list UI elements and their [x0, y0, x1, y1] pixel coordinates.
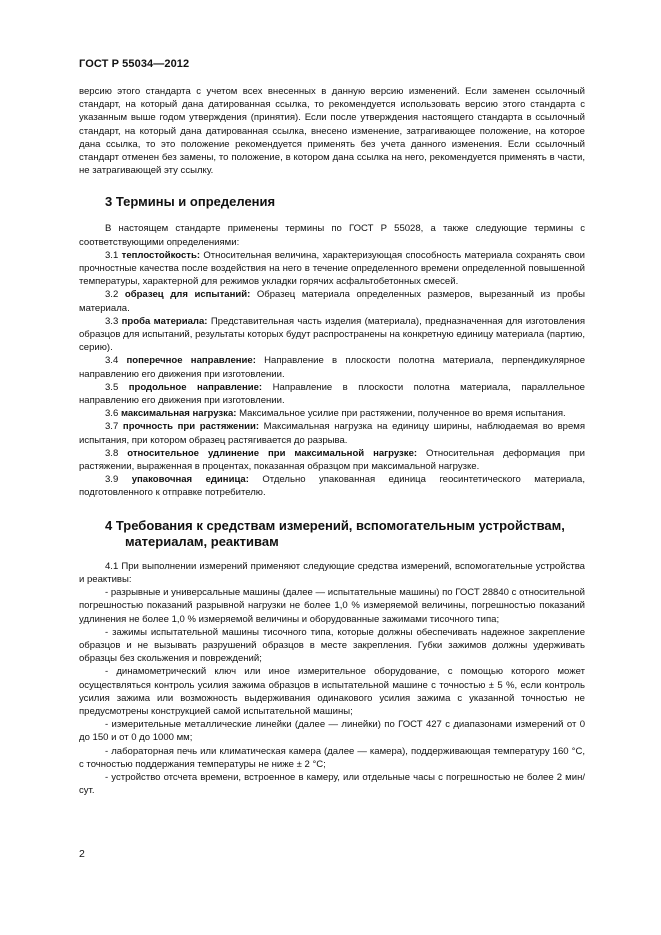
term-definition: Относительная величина, характеризующая способность материала сохранять свои прочностные качества после воздействия на него в течение определенного времени определенной повышенной температуры, характерной для режимов укладки горячих асфальтобетонных смесей. — [79, 249, 586, 288]
term-definition: Направление в плоскости полотна материала, перпендикулярное направлению его движения при изготовлении. — [79, 355, 586, 380]
term-definition: Максимальная нагрузка на единицу ширины, наблюдаемая во время испытания, при котором образец растягивается до разрыва. — [79, 421, 586, 446]
term-number: 3.8 — [105, 447, 119, 459]
term-definition: Представительная часть изделия (материала), предназначенная для изготовления образцов для испытаний, результаты которых будут распространены на конкретную единицу материала (партию, серию). — [79, 315, 585, 354]
section-4-heading-line1: 4 Требования к средствам измерений, вспомогательным устройствам, — [105, 517, 565, 533]
term-number: 3.6 — [105, 408, 119, 420]
term-number: 3.3 — [105, 315, 119, 327]
term-name: максимальная нагрузка: — [120, 408, 237, 420]
term-definition: Направление в плоскости полотна материала, параллельное направлению его движения при изготовлении. — [79, 381, 585, 407]
term-definition: Образец материала определенных размеров, вырезанный из пробы материала. — [79, 289, 585, 314]
section-4-list-item: - измерительные металлические линейки (далее — линейки) по ГОСТ 427 с диапазонами измерений от 0 до 150 и от 0 до 1000 мм; — [79, 719, 585, 744]
section-3-heading: 3 Термины и определения — [105, 194, 276, 210]
document-header: ГОСТ Р 55034—2012 — [79, 58, 190, 70]
term-name: упаковочная единица: — [131, 474, 249, 486]
term-definition: Максимальное усилие при растяжении, полученное во время испытания. — [236, 408, 566, 420]
term-definition: Относительная деформация при растяжении, выраженная в процентах, показанная образцом при максимальной нагрузке. — [79, 447, 585, 473]
section-4-list-item: - динамометрический ключ или иное измерительное оборудование, с помощью которого может осуществляться контроль усилия зажима образцов в испытательной машине с точностью ± 5 %, если контроль усилия зажима или возможность выдерживания одинакового усилия зажима с указанной точностью не предусмотрены конструкцией самой испытательной машины; — [79, 666, 585, 717]
term-number: 3.9 — [105, 474, 119, 486]
term-3-4 — [79, 354, 585, 380]
section-4-list-item: - устройство отсчета времени, встроенное в камеру, или отдельные часы с погрешностью не более 2 мин/сут. — [79, 771, 585, 797]
term-3-5 — [79, 381, 585, 407]
term-definition: Отдельно упакованная единица геосинтетического материала, подготовленного к отправке потребителю. — [79, 474, 586, 499]
term-number: 3.4 — [105, 355, 119, 367]
term-number: 3.5 — [105, 381, 119, 393]
section-4-paragraph: 4.1 При выполнении измерений применяют следующие средства измерений, вспомогательные устройства и реактивы: — [79, 560, 585, 585]
term-number: 3.1 — [105, 249, 119, 261]
term-name: образец для испытаний: — [124, 289, 251, 301]
section-4-heading-line2: материалам, реактивам — [125, 533, 279, 549]
term-3-3 — [79, 315, 585, 355]
term-name: относительное удлинение при максимальной нагрузке: — [127, 447, 418, 459]
term-number: 3.7 — [105, 421, 119, 433]
term-3-9 — [79, 473, 585, 499]
term-3-2 — [79, 288, 585, 314]
term-name: прочность при растяжении: — [122, 421, 260, 433]
section-3-intro: В настоящем стандарте применены термины по ГОСТ Р 55028, а также следующие термины с соответствующими определениями: — [79, 223, 585, 248]
term-3-7 — [79, 420, 585, 446]
term-name: теплостойкость: — [121, 249, 201, 261]
intro-paragraph: версию этого стандарта с учетом всех внесенных в данную версию изменений. Если заменен ссылочный стандарт, на который дана датированная ссылка, то рекомендуется использовать версию этого стандарта с указанным выше годом утверждения (принятия). Если после утверждения настоящего стандарта в ссылочный стандарт, на который дана датированная ссылка, внесено изменение, затрагивающее положение, на которое дана ссылка, то это положение рекомендуется применять без учета данного изменения. Если ссылочный стандарт отменен без замены, то положение, в котором дана ссылка на него, рекомендуется применять в части, не затрагивающей эту ссылку. — [79, 86, 585, 177]
term-3-8 — [79, 447, 585, 473]
term-name: проба материала: — [121, 315, 208, 327]
term-number: 3.2 — [105, 289, 119, 301]
page-number: 2 — [79, 848, 85, 860]
section-4-heading — [79, 518, 585, 550]
term-3-6 — [79, 407, 585, 420]
term-name: продольное направление: — [128, 381, 263, 393]
section-4-list-item: - разрывные и универсальные машины (далее — испытательные машины) по ГОСТ 28840 с относительной погрешностью показаний разрывной нагрузки не более 1,0 % измеряемой величины, погрешностью показаний удлинения не более 1,0 % измеряемой величины и оборудованные зажимами тисочного типа; — [79, 587, 585, 625]
term-name: поперечное направление: — [126, 355, 256, 367]
section-4-list-item: - зажимы испытательной машины тисочного типа, которые должны обеспечивать надежное закрепление образцов и не вызывать разрушений образцов в месте закрепления. Губки зажимов должны удерживать образцы без скольжения и повреждений; — [79, 626, 585, 665]
term-3-1 — [79, 249, 585, 289]
document-body — [79, 85, 585, 797]
section-4-list-item: - лабораторная печь или климатическая камера (далее — камера), поддерживающая температуру 160 °С, с точностью поддержания температуры не ниже ± 2 °С; — [79, 745, 585, 770]
